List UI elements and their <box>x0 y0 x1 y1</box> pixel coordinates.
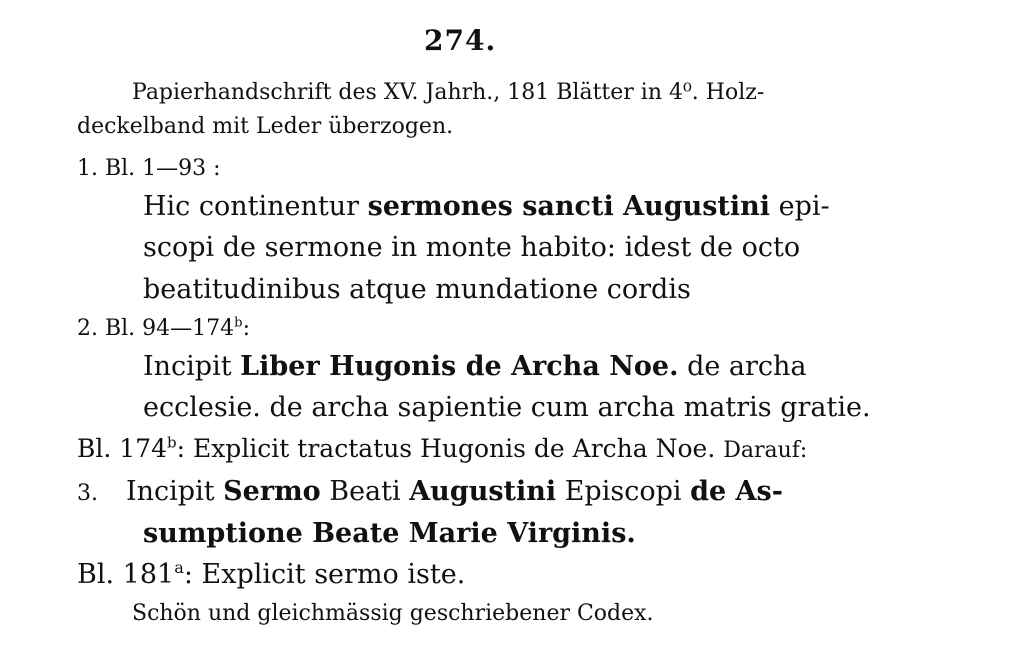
item1-line-3: beatitudinibus atque mundatione cordis <box>143 274 691 305</box>
closing-note: Schön und gleichmässig geschriebener Codex. <box>132 601 654 626</box>
item3-bold-de-as: de As- <box>690 476 783 507</box>
item3-number: 3. <box>77 481 98 506</box>
explicit1-pre: Bl. 174 <box>77 434 167 463</box>
item2-ref-sup: b <box>234 315 243 331</box>
explicit1-text: : Explicit tractatus Hugonis de Archa Noe. <box>176 434 716 463</box>
description-line-2: deckelband mit Leder überzogen. <box>77 114 454 139</box>
item1-line-1 <box>143 191 830 222</box>
item3-line-1 <box>77 476 783 507</box>
explicit2-pre: Bl. 181 <box>77 559 175 590</box>
item2-title-bold: Liber Hugonis de Archa Noe. <box>240 351 679 382</box>
item2-line-2: ecclesie. de archa sapientie cum archa matris gratie. <box>143 392 871 423</box>
item2-line-1 <box>143 351 807 382</box>
explicit1-darauf: Darauf: <box>723 438 808 463</box>
description-line-1: Papierhandschrift des XV. Jahrh., 181 Blätter in 4⁰. Holz- <box>132 80 765 105</box>
explicit-2 <box>77 559 465 590</box>
item1-line-2: scopi de sermone in monte habito: idest de octo <box>143 232 801 263</box>
item2-ref-pre: 2. Bl. 94—174 <box>77 316 235 341</box>
explicit1-sup: b <box>166 433 177 452</box>
item3-bold-augustini: Augustini <box>409 476 557 507</box>
page-number: 274. <box>424 24 497 57</box>
item3-line1-mid: Beati <box>320 476 410 507</box>
item3-bold-sermo: Sermo <box>223 476 321 507</box>
item1-reference: 1. Bl. 1—93 : <box>77 156 221 181</box>
item1-line1-pre: Hic continentur <box>143 191 368 222</box>
item2-line1-pre: Incipit <box>143 351 241 382</box>
explicit-1 <box>77 434 807 463</box>
item2-ref-post: : <box>242 316 251 341</box>
item3-line-2: sumptione Beate Marie Virginis. <box>143 518 636 549</box>
item1-line1-post: epi- <box>770 191 830 222</box>
item3-line1-mid2: Episcopi <box>556 476 691 507</box>
item1-title-bold: sermones sancti Augustini <box>367 191 771 222</box>
item3-line1-pre: Incipit <box>126 476 224 507</box>
explicit2-sup: a <box>174 558 184 577</box>
explicit2-text: : Explicit sermo iste. <box>183 559 466 590</box>
item2-line1-post: de archa <box>678 351 807 382</box>
item2-reference <box>77 316 250 341</box>
